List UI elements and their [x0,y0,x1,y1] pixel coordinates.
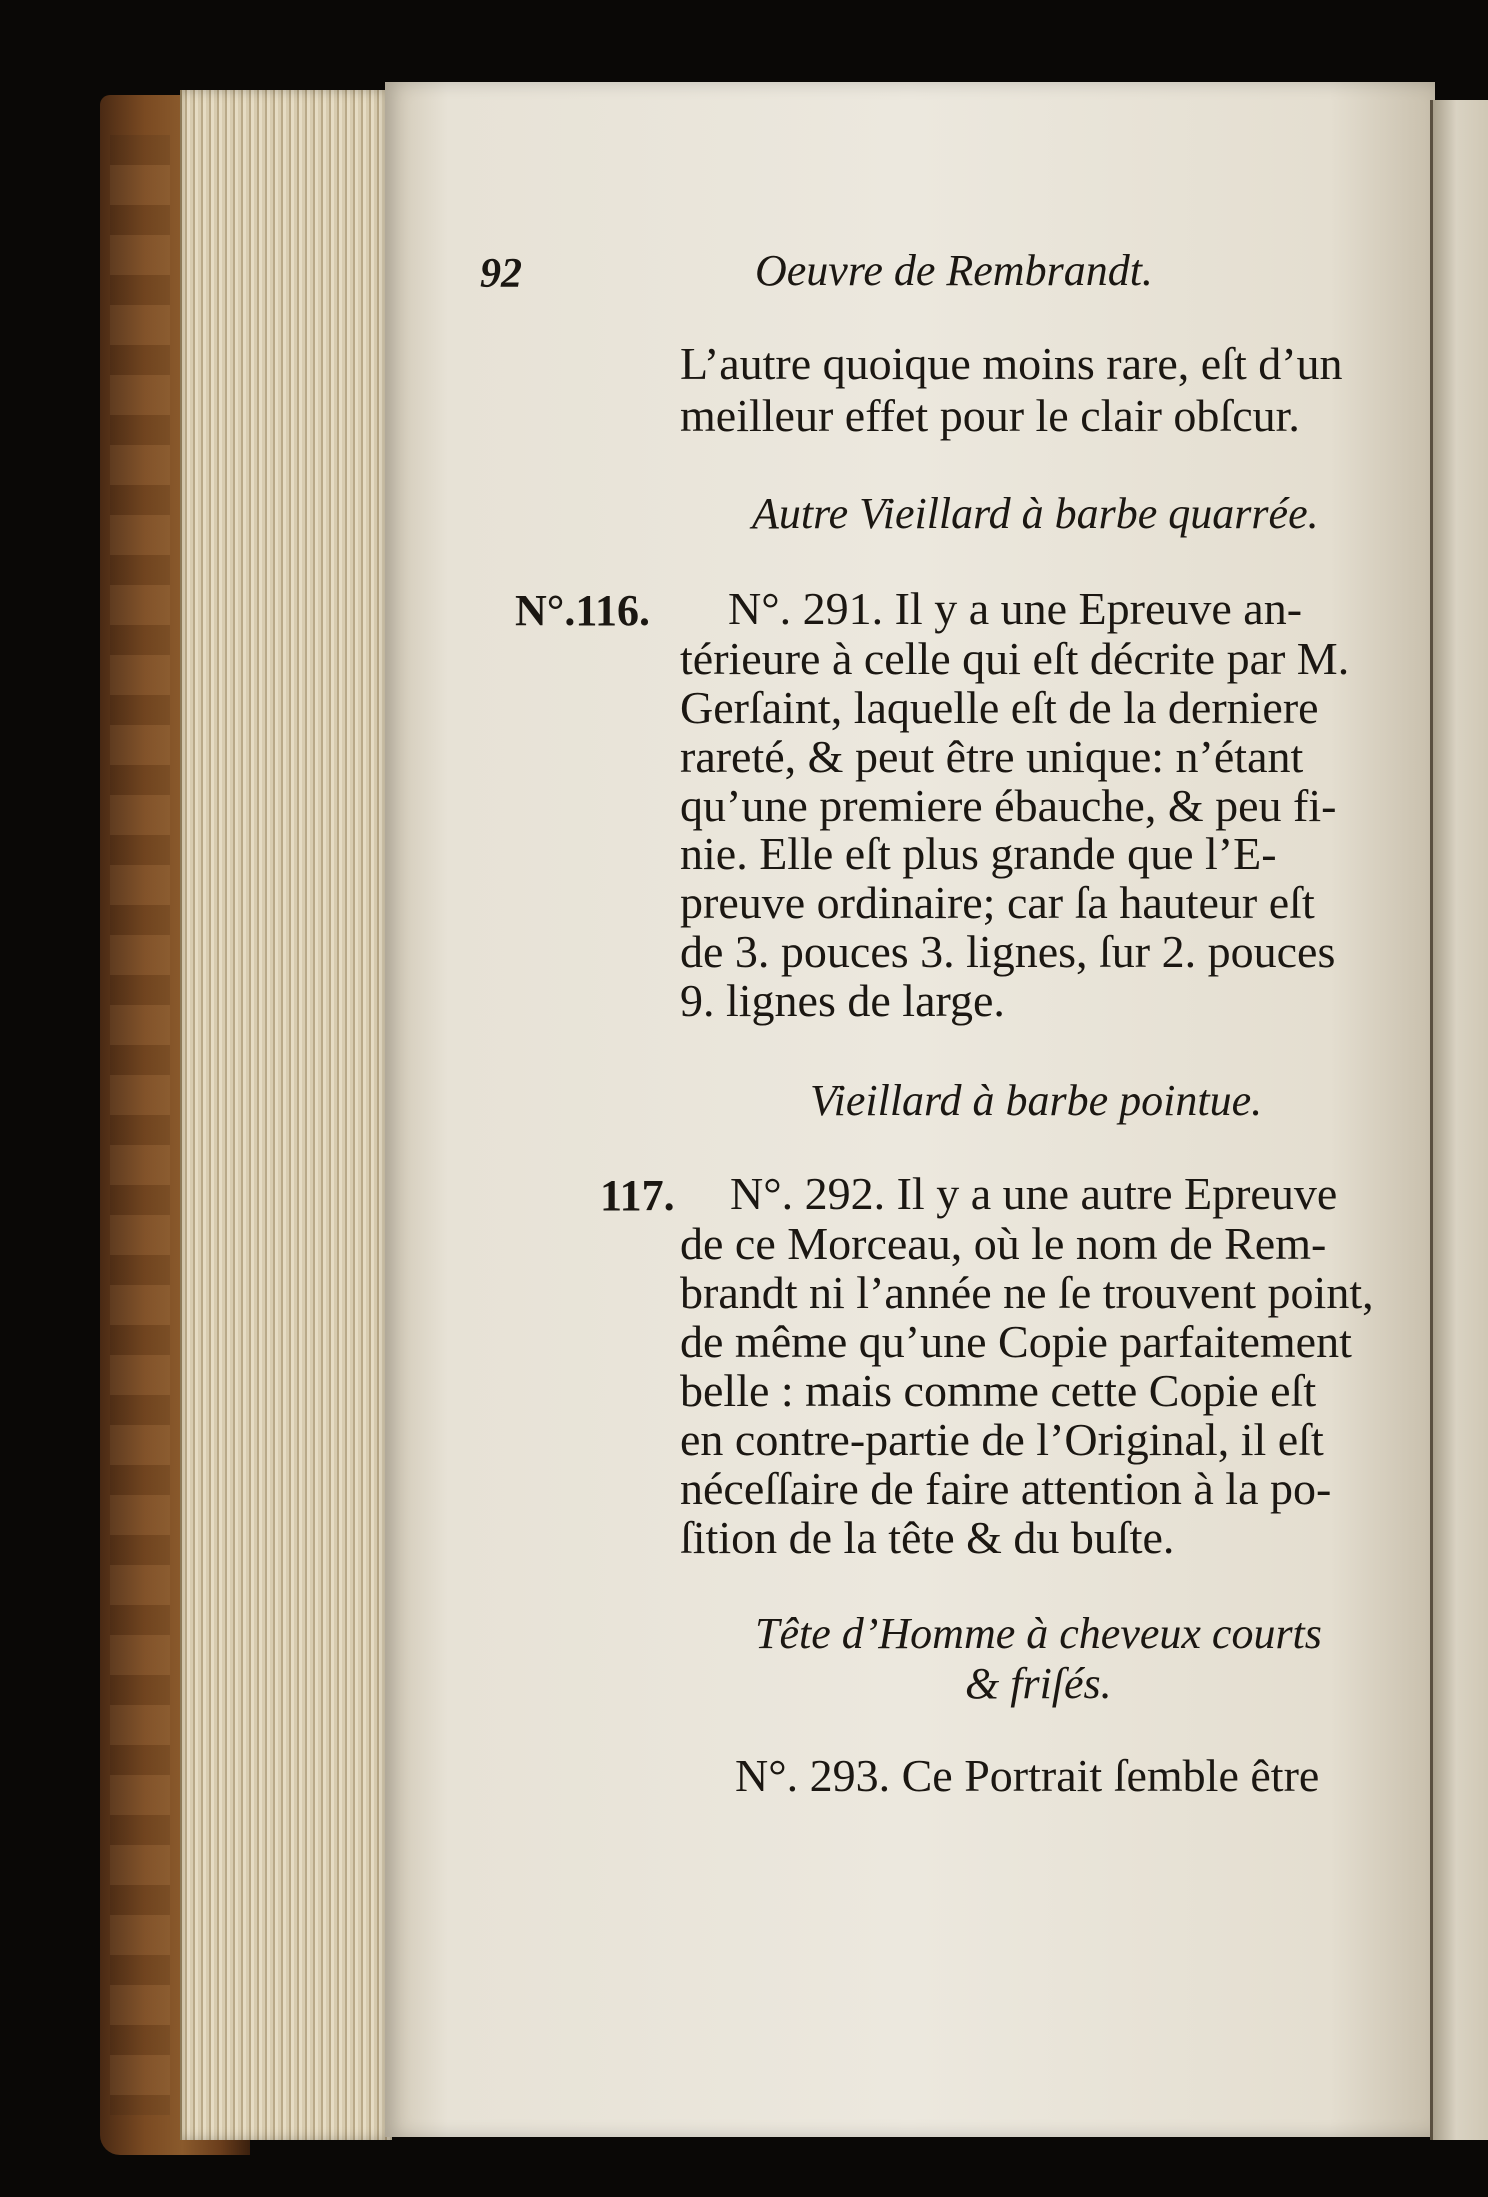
text-line: preuve ordinaire; car ſa hauteur eſt [680,877,1315,928]
page-block-edges [180,90,392,2140]
text-line: rareté, & peut être unique: n’étant [680,731,1304,782]
text-line: meilleur effet pour le clair obſcur. [680,390,1300,441]
text-line: de 3. pouces 3. lignes, ſur 2. pouces [680,926,1336,977]
running-title: Oeuvre de Rembrandt. [755,246,1153,295]
text-line: de même qu’une Copie parfaitement [680,1316,1352,1367]
text-line: nie. Elle eſt plus grande que l’E- [680,828,1277,879]
page-number: 92 [480,251,522,297]
section-heading: Tête d’Homme à cheveux courts [755,1609,1322,1658]
text-line: N°. 292. Il y a une autre Epreuve [730,1168,1338,1219]
text-line: N°. 293. Ce Portrait ſemble être [735,1750,1320,1801]
text-line: brandt ni l’année ne ſe trouvent point, [680,1267,1374,1318]
text-line: térieure à celle qui eſt décrite par M. [680,633,1350,684]
text-line: de ce Morceau, où le nom de Rem- [680,1218,1327,1269]
margin-number: 117. [600,1171,675,1220]
text-line: 9. lignes de large. [680,975,1005,1026]
text-line: belle : mais comme cette Copie eſt [680,1365,1317,1416]
section-heading: Autre Vieillard à barbe quarrée. [752,489,1319,538]
text-line: L’autre quoique moins rare, eſt d’un [680,338,1343,389]
text-line: néceſſaire de faire attention à la po- [680,1463,1332,1514]
text-line: N°. 291. Il y a une Epreuve an- [728,583,1303,634]
section-heading-continued: & friſés. [965,1659,1112,1708]
facing-page-edge [1430,100,1488,2140]
text-line: en contre-partie de l’Original, il eſt [680,1414,1324,1465]
text-line: ſition de la tête & du buſte. [680,1512,1175,1563]
text-line: qu’une premiere ébauche, & peu fi- [680,780,1337,831]
section-heading: Vieillard à barbe pointue. [810,1076,1263,1125]
margin-number: N°.116. [515,586,650,635]
text-line: Gerſaint, laquelle eſt de la derniere [680,682,1319,733]
